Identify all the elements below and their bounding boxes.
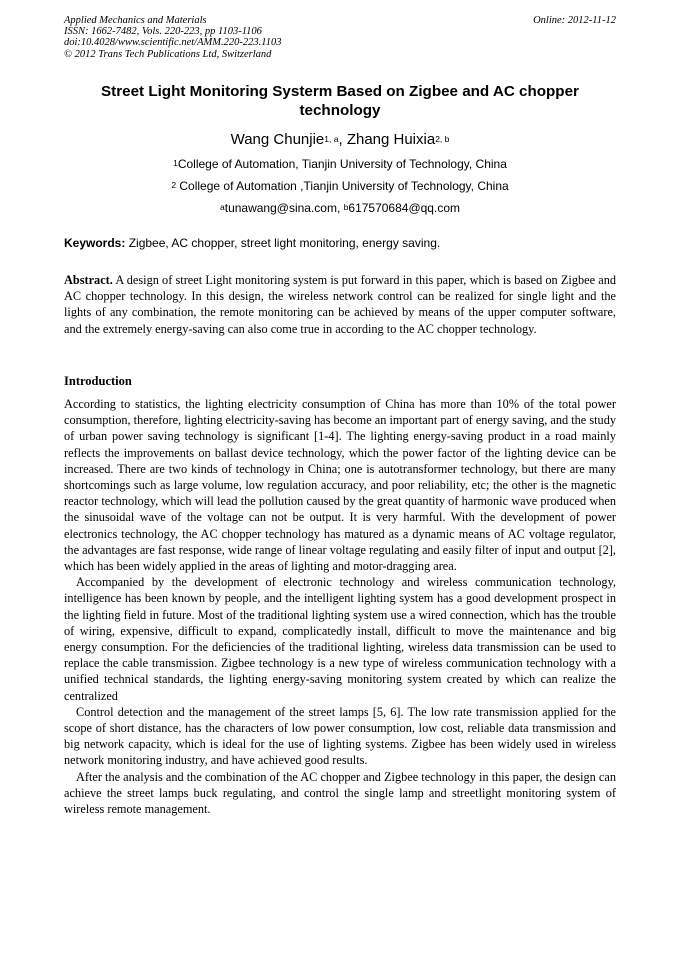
author-2-name: Zhang Huixia [346,131,436,148]
affiliation-2 [64,178,616,194]
affiliation-1-text: College of Automation, Tianjin University of Technology, China [177,157,507,171]
affiliation-2-superscript: 2 [171,180,177,190]
email-a: tunawang@sina.com, [224,201,344,215]
intro-paragraph-1: According to statistics, the lighting electricity consumption of China has more than 10% of the total power consumption, therefore, lighting electricity-saving has become an important part of energy saving, and the study of urban power saving technology is significant [1-4]. The lighting energy-saving product in a road mainly reflects the improvements on ballast device technology, which the power factor of the lighting device can be increased. There are two kinds of technology in China; one is autotransformer technology, but there are many shortcomings such as large volume, low regulation accuracy, and poor reliability, etc; the other is the magnetic reactor technology, which will lead the pollution caused by the great quantity of harmonic wave produced when the sinusoidal wave of the voltage can not be output. It is very harmful. With the development of power electronics technology, the AC chopper technology has matured as a dynamic means of AC voltage regulator, the advantages are fast response, wide range of linear voltage regulating and easily filter of input and output [2], which has been widely applied in the areas of lighting and motor-dragging area. [64,397,616,574]
abstract-label: Abstract. [64,273,113,287]
issn-line: ISSN: 1662-7482, Vols. 220-223, pp 1103-1106 [64,26,262,38]
author-line [64,130,616,150]
journal-name: Applied Mechanics and Materials [64,15,207,26]
introduction-heading: Introduction [64,374,132,388]
paper-title: Street Light Monitoring Systerm Based on Zigbee and AC chopper technology [101,83,579,119]
email-a-superscript: a [220,202,225,212]
intro-paragraph-3: Control detection and the management of the street lamps [5, 6]. The low rate transmission applied for the scope of short distance, has the characters of low power consumption, low cost, reliable data transmission and big network capacity, which is ideal for the use of lighting systems. Zigbee has been widely used in wireless network monitoring industry, and have achieved good results. [64,704,616,768]
keywords-label: Keywords: [64,236,126,250]
email-line [64,200,616,216]
email-b-superscript: b [343,202,349,212]
author-1-name: Wang Chunjie [230,131,325,148]
copyright-line: © 2012 Trans Tech Publications Ltd, Switzerland [64,48,272,60]
author-1-superscript: 1, a [324,134,339,144]
intro-paragraph-4: After the analysis and the combination of the AC chopper and Zigbee technology in this paper, the design can achieve the street lamps buck regulating, and control the single lamp and streetlight monitoring system of wireless remote management. [64,769,616,817]
abstract-text: A design of street Light monitoring system is put forward in this paper, which is based on Zigbee and AC chopper technology. In this design, the wireless network control can be realized for single light and the lights of any combination, the remote monitoring can be achieved by means of the upper computer software, and the extremely energy-saving can also come true in according to the AC chopper technology. [64,273,616,336]
journal-header [64,15,616,60]
keywords-line [64,235,616,251]
email-b: 617570684@qq.com [348,201,460,215]
keywords-text: Zigbee, AC chopper, street light monitoring, energy saving. [125,236,441,250]
online-date: Online: 2012-11-12 [533,15,616,26]
abstract-block [64,272,616,337]
author-2-superscript: 2, b [435,134,450,144]
affiliation-1 [64,156,616,172]
affiliation-1-superscript: 1 [173,158,178,168]
author-separator: , [338,131,347,148]
affiliation-2-text: College of Automation ,Tianjin University of Technology, China [176,179,509,193]
doi-line: doi:10.4028/www.scientific.net/AMM.220-223.1103 [64,37,282,49]
intro-paragraph-2: Accompanied by the development of electronic technology and wireless communication technology, intelligence has been known by people, and the intelligent lighting system has a good development prospect in the lighting field in future. Most of the traditional lighting system use a wired connection, which has the trouble of wiring, expensive, difficult to expand, complicatedly install, difficult to move the maintenance and big energy consumption. For the deficiencies of the traditional lighting, wireless data transmission can be used to replace the cable transmission. Zigbee technology is a new type of wireless communication technology with a unified technical standards, the lighting energy-saving monitoring system created by which can realize the centralized [64,575,616,703]
introduction-body [64,396,616,817]
